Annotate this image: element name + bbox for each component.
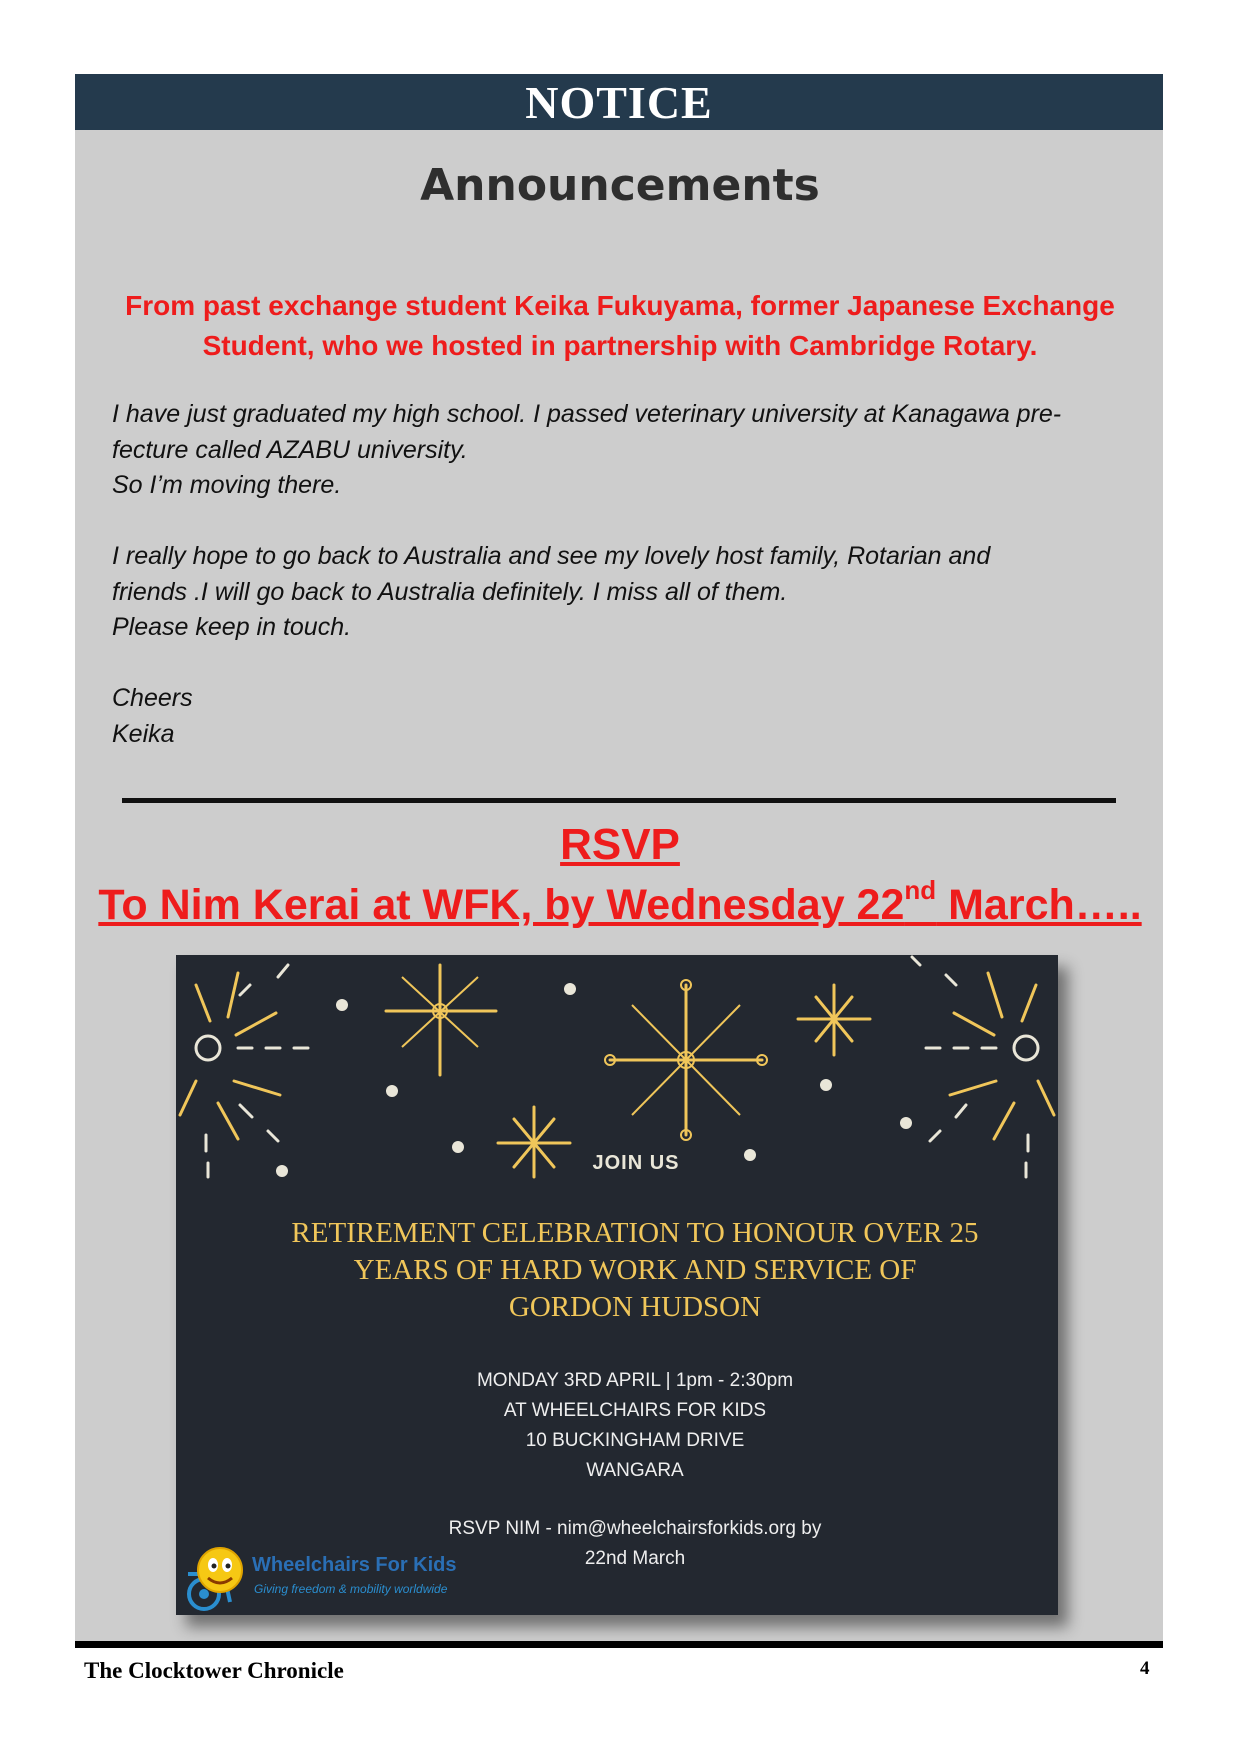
letter-line: friends .I will go back to Australia definitely. I miss all of them. [112,577,788,606]
event-date-time: MONDAY 3RD APRIL | 1pm - 2:30pm [476,1370,794,1391]
letter-signoff: Cheers [112,684,193,712]
letter-body [112,397,1132,752]
publication-name: The Clocktower Chronicle [84,1658,344,1683]
event-venue: AT WHEELCHAIRS FOR KIDS [503,1400,767,1421]
headline-line: GORDON HUDSON [508,1291,762,1323]
letter-line: fecture called AZABU university. [112,435,468,464]
intro-text [110,286,1130,366]
rsvp-text: To Nim Kerai at WFK, by Wednesday 22 [98,881,905,929]
letter-signature: Keika [112,719,175,748]
notice-header: NOTICE [75,74,1163,130]
wheelchair-mascot-icon [180,1540,250,1612]
headline-line: YEARS OF HARD WORK AND SERVICE OF [353,1254,917,1286]
event-address: 10 BUCKINGHAM DRIVE [525,1430,745,1451]
intro-line: From past exchange student Keika Fukuyama, former Japanese Exchange [125,290,1115,321]
rsvp-heading: RSVP [560,820,680,869]
rsvp-text-end: March….. [936,881,1142,929]
logo-tagline: Giving freedom & mobility worldwide [254,1582,448,1596]
divider [122,798,1116,803]
page-number: 4 [1140,1658,1150,1679]
rsvp-ordinal: nd [904,875,937,905]
rsvp-instruction [0,877,1240,933]
page-title: Announcements [420,160,820,211]
flyer-rsvp-date: 22nd March [584,1548,686,1569]
letter-line: I have just graduated my high school. I passed veterinary university at Kanagawa pre- [112,400,1062,428]
flyer-rsvp-contact: RSVP NIM - nim@wheelchairsforkids.org by [448,1518,822,1539]
headline-line: RETIREMENT CELEBRATION TO HONOUR OVER 25 [291,1217,979,1249]
event-suburb: WANGARA [586,1460,684,1481]
logo-name: Wheelchairs For Kids [252,1554,457,1576]
intro-line: Student, who we hosted in partnership with Cambridge Rotary. [202,330,1038,361]
letter-line: I really hope to go back to Australia and see my lovely host family, Rotarian and [112,542,991,570]
wheelchairs-for-kids-logo [180,1540,500,1612]
event-headline [0,1215,1240,1326]
join-us-label: JOIN US [592,1152,680,1174]
footer-divider [75,1641,1163,1648]
event-details [0,1366,1240,1486]
letter-line: Please keep in touch. [112,613,352,641]
letter-line: So I’m moving there. [112,471,342,499]
